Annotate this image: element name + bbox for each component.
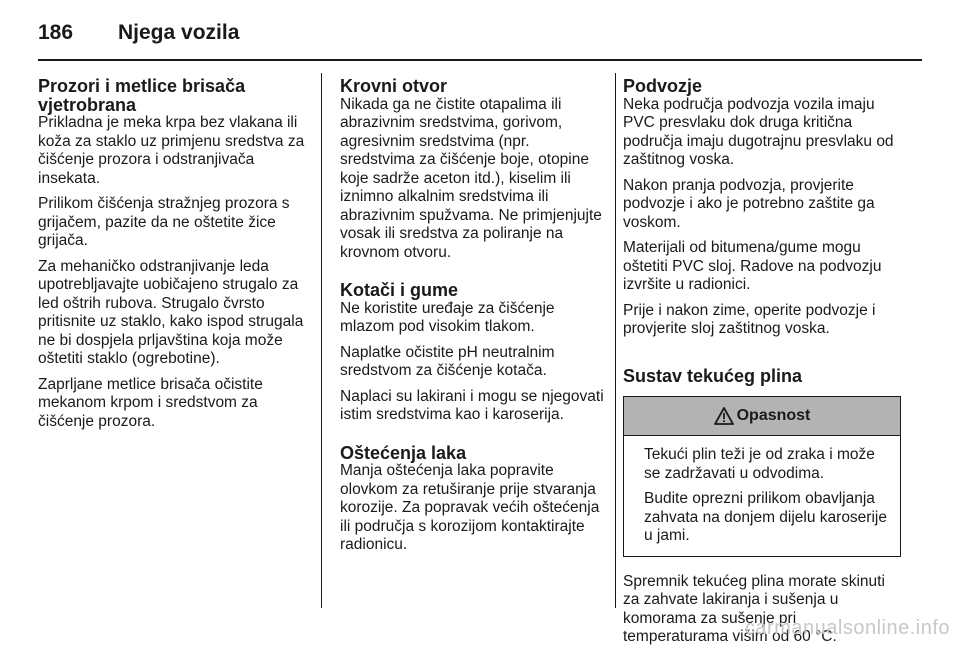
paragraph: Prikladna je meka krpa bez vlakana ili koža za staklo uz primjenu sredstva za čišćenje prozora i odstranjivača insekata.	[38, 114, 305, 187]
page-number: 186	[38, 21, 74, 44]
section-heading-lpg-system: Sustav tekućeg plina	[623, 365, 803, 386]
paragraph: Nakon pranja podvozja, provjerite podvozje i ako je potrebno zaštite ga voskom.	[623, 176, 875, 231]
header-rule	[38, 59, 922, 61]
danger-box	[623, 396, 901, 557]
column-2	[340, 74, 608, 562]
watermark: carmanualsonline.info	[744, 617, 950, 639]
section-heading-underbody: Podvozje	[623, 76, 703, 96]
paragraph: Prilikom čišćenja stražnjeg prozora s grijačem, pazite da ne oštetite žice grijača.	[38, 195, 290, 249]
paragraph: Naplatke očistite pH neutralnim sredstvom za čišćenje kotača.	[340, 343, 555, 379]
page-title: Njega vozila	[118, 21, 240, 44]
column-divider-1	[321, 73, 322, 608]
spacer	[340, 269, 608, 278]
warning-triangle-icon	[714, 407, 734, 425]
paragraph: Spremnik tekućeg plina morate skinuti za zahvate lakiranja i sušenja u komorama za sušenje pri temperaturama višim od 60 °C.	[623, 572, 885, 645]
paragraph: Nikada ga ne čistite otapalima ili abrazivnim sredstvima, gorivom, agresivnim sredstvima (npr. sredstvima za čišćenje boje, otopine koje sadrže aceton itd.), kiselim ili iznimno alkalnim sredstvima ili abrazivnim spužvama. Ne primjenjujte vosak ili sredstva za poliranje na krovnom otvoru.	[340, 95, 602, 261]
spacer	[623, 346, 903, 364]
section-heading-windows-wipers: Prozori i metlice brisača vjetrobrana	[38, 76, 246, 115]
spacer	[340, 432, 608, 441]
page-header	[38, 16, 239, 50]
column-1	[38, 74, 308, 438]
paragraph: Prije i nakon zime, operite podvozje i provjerite sloj zaštitnog voska.	[623, 301, 876, 337]
paragraph: Naplaci su lakirani i mogu se njegovati istim sredstvima kao i karoserija.	[340, 387, 604, 423]
danger-label: Opasnost	[736, 406, 811, 424]
section-heading-sunroof: Krovni otvor	[340, 76, 448, 96]
paragraph: Budite oprezni prilikom obavljanja zahvata na donjem dijelu karoserije u jami.	[644, 490, 887, 544]
paragraph: Za mehaničko odstranjivanje leda upotrebljavajte uobičajeno strugalo za led oštrih rubova. Strugalo čvrsto pritisnite uz staklo, kako ispod strugala ne bi dospjela prljavština koja može oštetiti staklo (ogrebotine).	[38, 257, 304, 367]
paragraph: Zaprljane metlice brisača očistite mekanom krpom i sredstvom za čišćenje prozora.	[38, 375, 263, 430]
section-heading-paint-damage: Oštećenja laka	[340, 442, 467, 463]
paragraph: Manja oštećenja laka popravite olovkom za retuširanje prije stvaranja korozije. Za popravak većih oštećenja ili područja s korozijom kontaktirajte radionicu.	[340, 462, 600, 553]
paragraph: Ne koristite uređaje za čišćenje mlazom pod visokim tlakom.	[340, 299, 555, 335]
column-3	[623, 74, 903, 654]
paragraph: Materijali od bitumena/gume mogu oštetiti PVC sloj. Radove na podvozju izvršite u radionici.	[623, 239, 882, 293]
paragraph: Neka područja podvozja vozila imaju PVC presvlaku dok druga kritična područja imaju dugotrajnu presvlaku od zaštitnog voska.	[623, 95, 894, 168]
danger-body	[624, 436, 900, 556]
paragraph: Tekući plin teži je od zraka i može se zadržavati u odvodima.	[644, 446, 875, 482]
section-heading-wheels-tyres: Kotači i gume	[340, 280, 459, 300]
column-divider-2	[615, 73, 616, 608]
danger-header	[624, 397, 900, 436]
